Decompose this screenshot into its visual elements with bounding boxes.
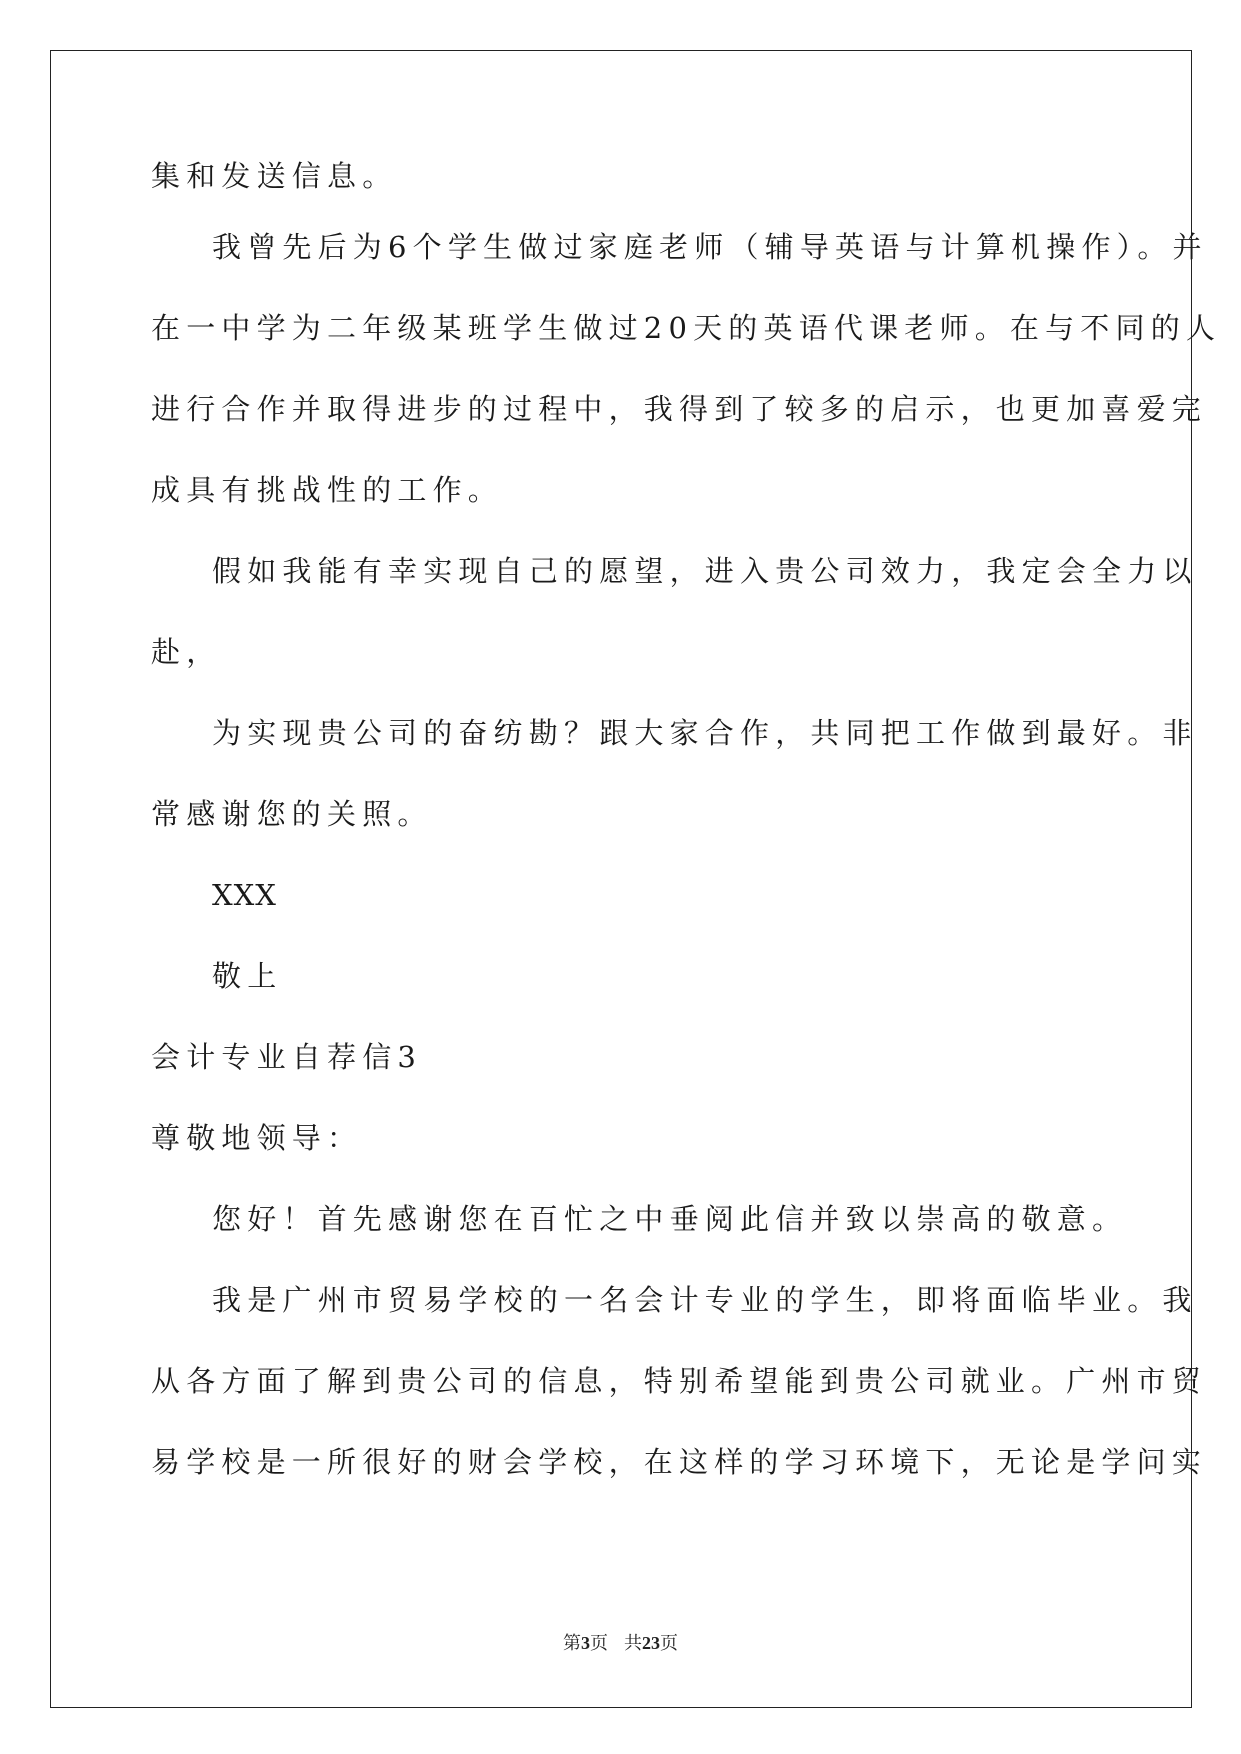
text-line: 为实现贵公司的奋纺勘？跟大家合作，共同把工作做到最好。非	[212, 716, 1198, 750]
text-line: 我曾先后为6个学生做过家庭老师（辅导英语与计算机操作）。并	[212, 230, 1208, 264]
text-line: 常感谢您的关照。	[151, 797, 433, 831]
text-line: 赴，	[151, 635, 222, 669]
total-pages: 23	[642, 1633, 660, 1653]
total-prefix: 共	[624, 1633, 642, 1654]
signature-name: XXX	[212, 878, 277, 912]
text-line: 集和发送信息。	[151, 159, 398, 193]
text-line: 成具有挑战性的工作。	[151, 473, 504, 507]
page-suffix: 页	[590, 1633, 608, 1654]
text-line: 假如我能有幸实现自己的愿望，进入贵公司效力，我定会全力以	[212, 554, 1198, 588]
page-prefix: 第	[563, 1633, 581, 1654]
salutation: 尊敬地领导：	[151, 1121, 363, 1155]
text-line: 在一中学为二年级某班学生做过20天的英语代课老师。在与不同的人	[151, 311, 1222, 345]
text-line: 我是广州市贸易学校的一名会计专业的学生，即将面临毕业。我	[212, 1283, 1198, 1317]
text-line: 从各方面了解到贵公司的信息，特别希望能到贵公司就业。广州市贸	[151, 1364, 1208, 1398]
closing-text: 敬上	[212, 959, 283, 993]
text-line: 易学校是一所很好的财会学校，在这样的学习环境下，无论是学问实	[151, 1445, 1208, 1479]
page-footer	[0, 1629, 1241, 1655]
text-line: 进行合作并取得进步的过程中，我得到了较多的启示，也更加喜爱完	[151, 392, 1208, 426]
section-title: 会计专业自荐信3	[151, 1040, 423, 1074]
total-suffix: 页	[660, 1633, 678, 1654]
text-line: 您好！首先感谢您在百忙之中垂阅此信并致以崇高的敬意。	[212, 1202, 1128, 1236]
page-number: 3	[581, 1633, 590, 1653]
